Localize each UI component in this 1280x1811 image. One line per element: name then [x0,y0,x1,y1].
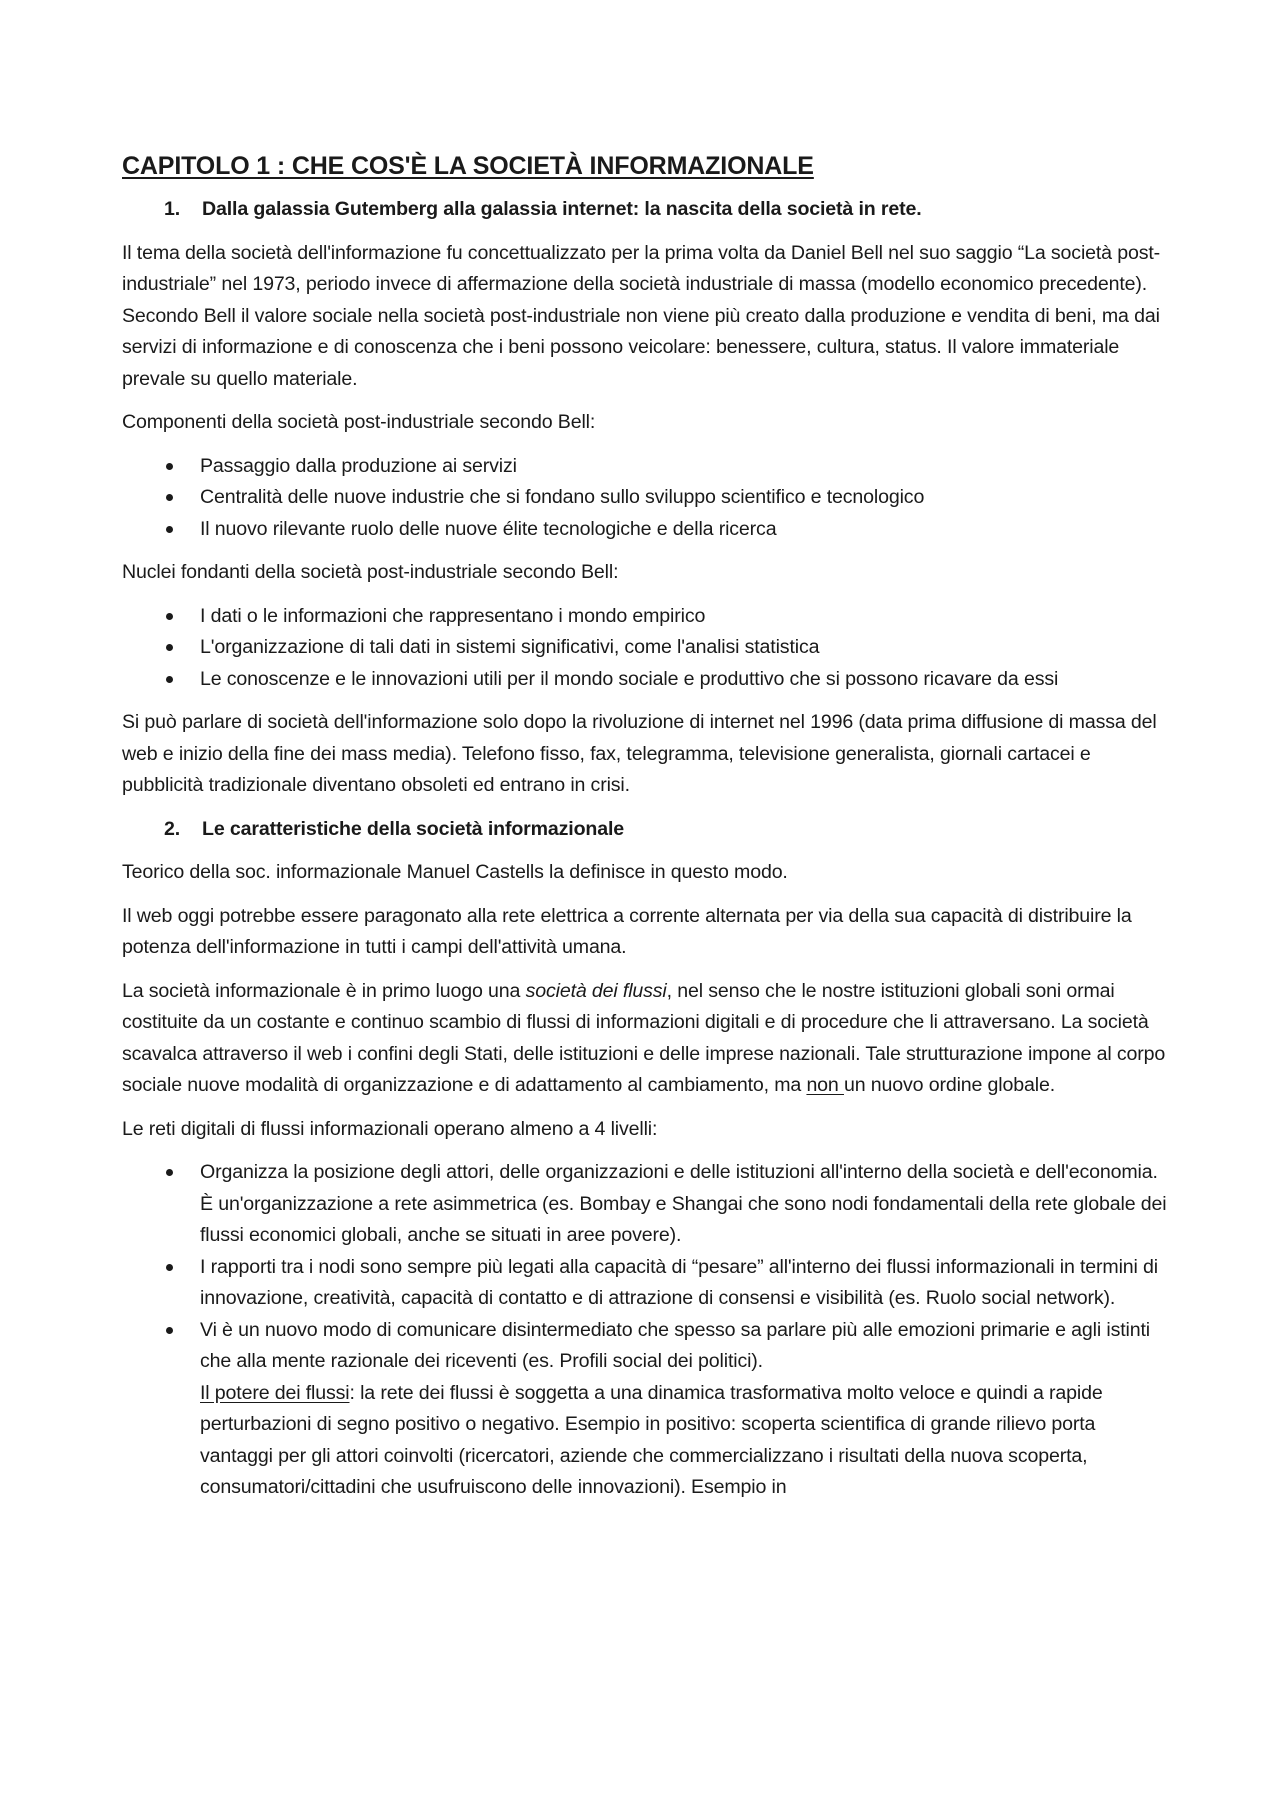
levels-list [122,1157,1172,1504]
section-number: 1. [164,198,181,220]
list-item: Le conoscenze e le innovazioni utili per il mondo sociale e produttivo che si possono ricavare da essi [164,664,1172,696]
section-heading-1 [122,194,1172,226]
list-item: Centralità delle nuove industrie che si fondano sullo sviluppo scientifico e tecnologico [164,482,1172,514]
bullet-icon [164,1252,200,1315]
components-list [122,451,1172,546]
bullet-icon [164,632,200,664]
list-item: Vi è un nuovo modo di comunicare disintermediato che spesso sa parlare più alle emozioni primarie e agli istinti che alla mente razionale dei riceventi (es. Profili social dei politici). Il potere dei flussi: la rete dei flussi è soggetta a una dinamica trasformativa molto veloce e quindi a rapide perturbazioni di segno positivo o negativo. Esempio in positivo: scoperta scientifica di grande rilievo porta vantaggi per gli attori coinvolti (ricercatori, aziende che commercializzano i risultati della nuova scoperta, consumatori/cittadini che usufruiscono delle innovazioni). Esempio in [164,1315,1172,1504]
section-heading-2 [122,814,1172,846]
section-title: Dalla galassia Gutemberg alla galassia internet: la nascita della società in rete. [202,198,922,220]
list-item: Organizza la posizione degli attori, delle organizzazioni e delle istituzioni all'interno della società e dell'economia. È un'organizzazione a rete asimmetrica (es. Bombay e Shangai che sono nodi fondamentali della rete globale dei flussi economici globali, anche se situati in aree povere). [164,1157,1172,1252]
bullet-icon [164,601,200,633]
nuclei-list [122,601,1172,696]
list-item: Il nuovo rilevante ruolo delle nuove élite tecnologiche e della ricerca [164,514,1172,546]
paragraph-web-electric: Il web oggi potrebbe essere paragonato alla rete elettrica a corrente alternata per via della sua capacità di distribuire la potenza dell'informazione in tutti i campi dell'attività umana. [122,904,1132,958]
section-title: Le caratteristiche della società informazionale [202,817,624,840]
bullet-icon [164,1157,200,1252]
bullet-icon [164,482,200,514]
bullet-icon [164,451,200,483]
paragraph-internet-revolution: Si può parlare di società dell'informazione solo dopo la rivoluzione di internet nel 1996 (data prima diffusione di massa del web e inizio della fine dei mass media). Telefono fisso, fax, telegramma, televisione generalista, giornali cartacei e pubblicità tradizionale diventano obsoleti ed entrano in crisi. [122,711,1157,796]
underlined-word: non [806,1074,844,1096]
bullet-icon [164,664,200,696]
paragraph-bell-intro: Il tema della società dell'informazione fu concettualizzato per la prima volta da Daniel Bell nel suo saggio “La società post-industriale” nel 1973, periodo invece di affermazione della società industriale di massa (modello economico precedente). Secondo Bell il valore sociale nella società post-industriale non viene più creato dalla produzione e vendita di beni, ma dai servizi di informazione e di conoscenza che i beni possono veicolare: benessere, cultura, status. Il valore immateriale prevale su quello materiale. [122,241,1161,390]
list-item: L'organizzazione di tali dati in sistemi significativi, come l'analisi statistica [164,632,1172,664]
levels-intro: Le reti digitali di flussi informazionali operano almeno a 4 livelli: [122,1117,658,1140]
section-number: 2. [164,817,181,840]
components-intro: Componenti della società post-industriale secondo Bell: [122,411,596,433]
nuclei-intro: Nuclei fondanti della società post-industriale secondo Bell: [122,561,619,583]
list-item: Passaggio dalla produzione ai servizi [164,451,1172,483]
paragraph-society-of-flows: La società informazionale è in primo luogo una società dei flussi, nel senso che le nostre istituzioni globali soni ormai costituite da un costante e continuo scambio di flussi di informazioni digitali e di procedure che li attraversano. La società scavalca attraverso il web i confini degli Stati, delle istituzioni e delle imprese nazionali. Tale strutturazione impone al corpo sociale nuove modalità di organizzazione e di adattamento al cambiamento, ma non un nuovo ordine globale. [122,979,1166,1096]
list-item: I dati o le informazioni che rappresentano i mondo empirico [164,601,1172,633]
underlined-term: Il potere dei flussi [200,1381,350,1404]
bullet-icon [164,514,200,546]
bullet-icon [164,1315,200,1504]
document-page [122,150,1172,1516]
chapter-title: CAPITOLO 1 : CHE COS'È LA SOCIETÀ INFORMAZIONALE [122,152,814,180]
paragraph-castells: Teorico della soc. informazionale Manuel Castells la definisce in questo modo. [122,861,788,883]
italic-term: società dei flussi [525,979,667,1002]
list-item: I rapporti tra i nodi sono sempre più legati alla capacità di “pesare” all'interno dei flussi informazionali in termini di innovazione, creatività, capacità di contatto e di attrazione di consensi e visibilità (es. Ruolo social network). [164,1252,1172,1315]
